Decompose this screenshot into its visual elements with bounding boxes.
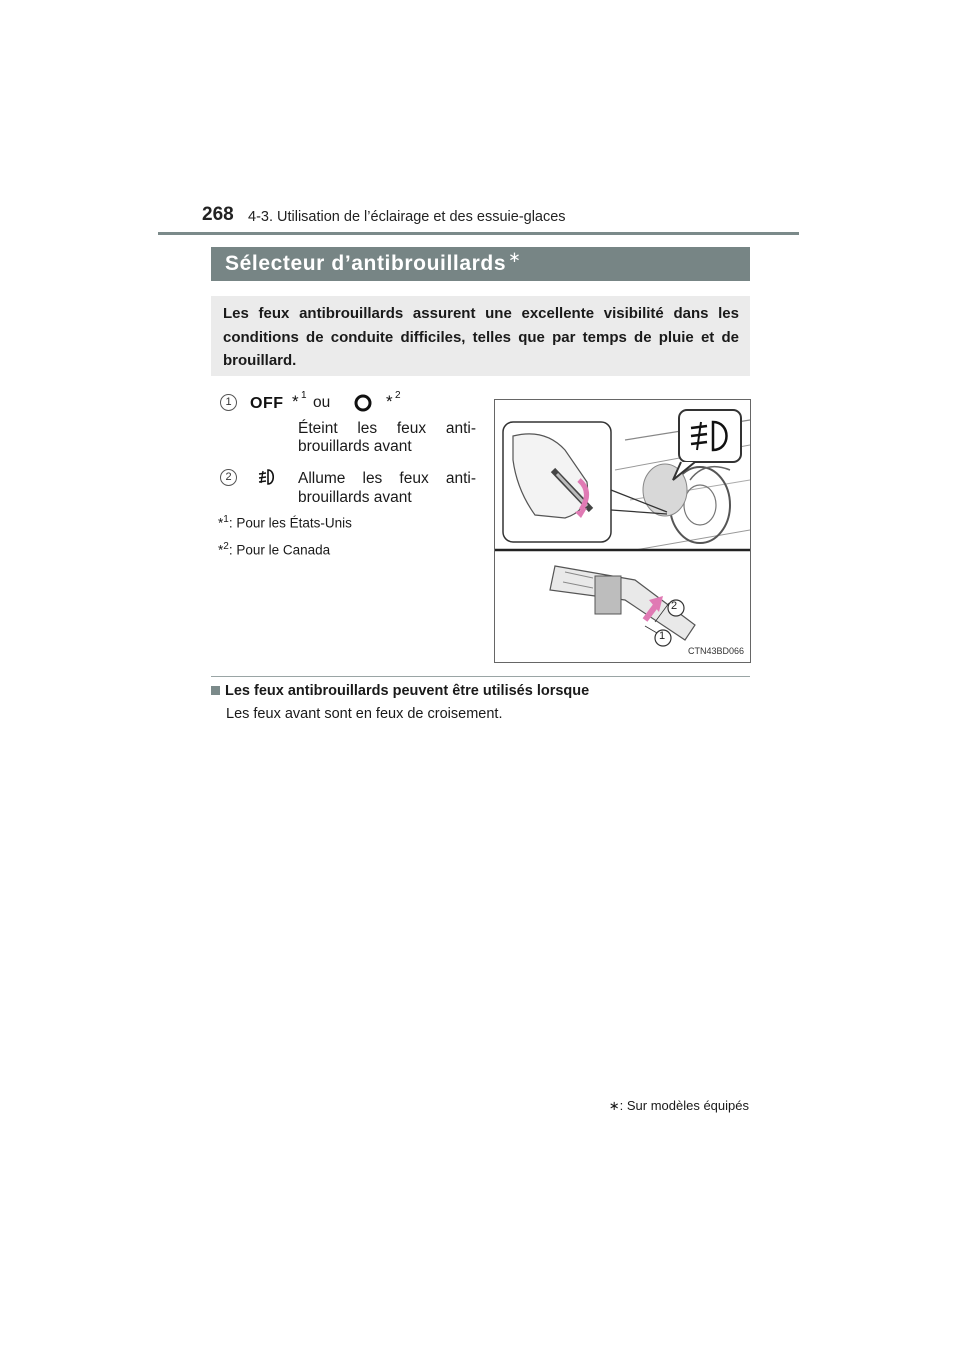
footnote-canada xyxy=(218,541,330,558)
header-divider xyxy=(158,232,799,235)
section-banner xyxy=(211,247,750,281)
footnote-asterisk: * xyxy=(218,515,224,531)
note-body: Les feux avant sont en feux de croisement. xyxy=(226,706,503,722)
item-2-description-line-2: brouillards avant xyxy=(298,489,412,506)
footnote-asterisk: * xyxy=(218,542,224,558)
equipped-models-note xyxy=(609,1098,749,1114)
superscript-2: 2 xyxy=(395,390,401,401)
intro-box xyxy=(211,296,750,376)
off-label: OFF xyxy=(250,395,284,412)
fog-light-switch-illustration xyxy=(494,399,751,663)
footnote-text: : Pour le Canada xyxy=(228,542,331,558)
item-number-1: 1 xyxy=(220,394,237,411)
switch-illustration-drawing xyxy=(495,400,750,662)
fog-light-off-icon xyxy=(352,393,374,413)
item-number-2: 2 xyxy=(220,469,237,486)
asterisk-1: * xyxy=(292,392,299,411)
item-1-description-line-2: brouillards avant xyxy=(298,438,412,455)
footnote-usa xyxy=(218,514,352,531)
page-number: 268 xyxy=(202,204,234,225)
section-title xyxy=(225,249,522,276)
note-divider xyxy=(211,676,750,677)
footnote-superscript: 2 xyxy=(223,541,229,552)
bullet-square-icon xyxy=(211,686,220,695)
footnote-text: : Pour les États-Unis xyxy=(228,515,352,531)
footnote-superscript: 1 xyxy=(223,514,229,525)
superscript-1: 1 xyxy=(301,390,307,401)
chapter-title: 4-3. Utilisation de l’éclairage et des essuie-glaces xyxy=(248,209,566,225)
figure-callout-1: 1 xyxy=(659,630,666,642)
or-word: ou xyxy=(313,394,331,411)
intro-text: Les feux antibrouillards assurent une excellente visibilité dans les conditions de conduite difficiles, telles que par temps de pluie et de brouillard. xyxy=(223,305,739,369)
bottom-note-marker: ∗ xyxy=(608,1098,620,1113)
bottom-note-text: : Sur modèles équipés xyxy=(619,1098,749,1113)
equipped-marker: ∗ xyxy=(508,249,522,266)
asterisk-2: * xyxy=(386,392,393,411)
section-title-text: Sélecteur d’antibrouillards xyxy=(225,252,507,275)
item-1-description-line-1: Éteint les feux anti- xyxy=(298,420,476,437)
front-fog-light-icon xyxy=(256,467,278,487)
figure-code: CTN43BD066 xyxy=(687,646,744,656)
item-2-description-line-1: Allume les feux anti- xyxy=(298,470,476,487)
note-heading xyxy=(211,683,589,699)
note-heading-text: Les feux antibrouillards peuvent être utilisés lorsque xyxy=(225,683,590,699)
figure-callout-2: 2 xyxy=(671,600,678,612)
